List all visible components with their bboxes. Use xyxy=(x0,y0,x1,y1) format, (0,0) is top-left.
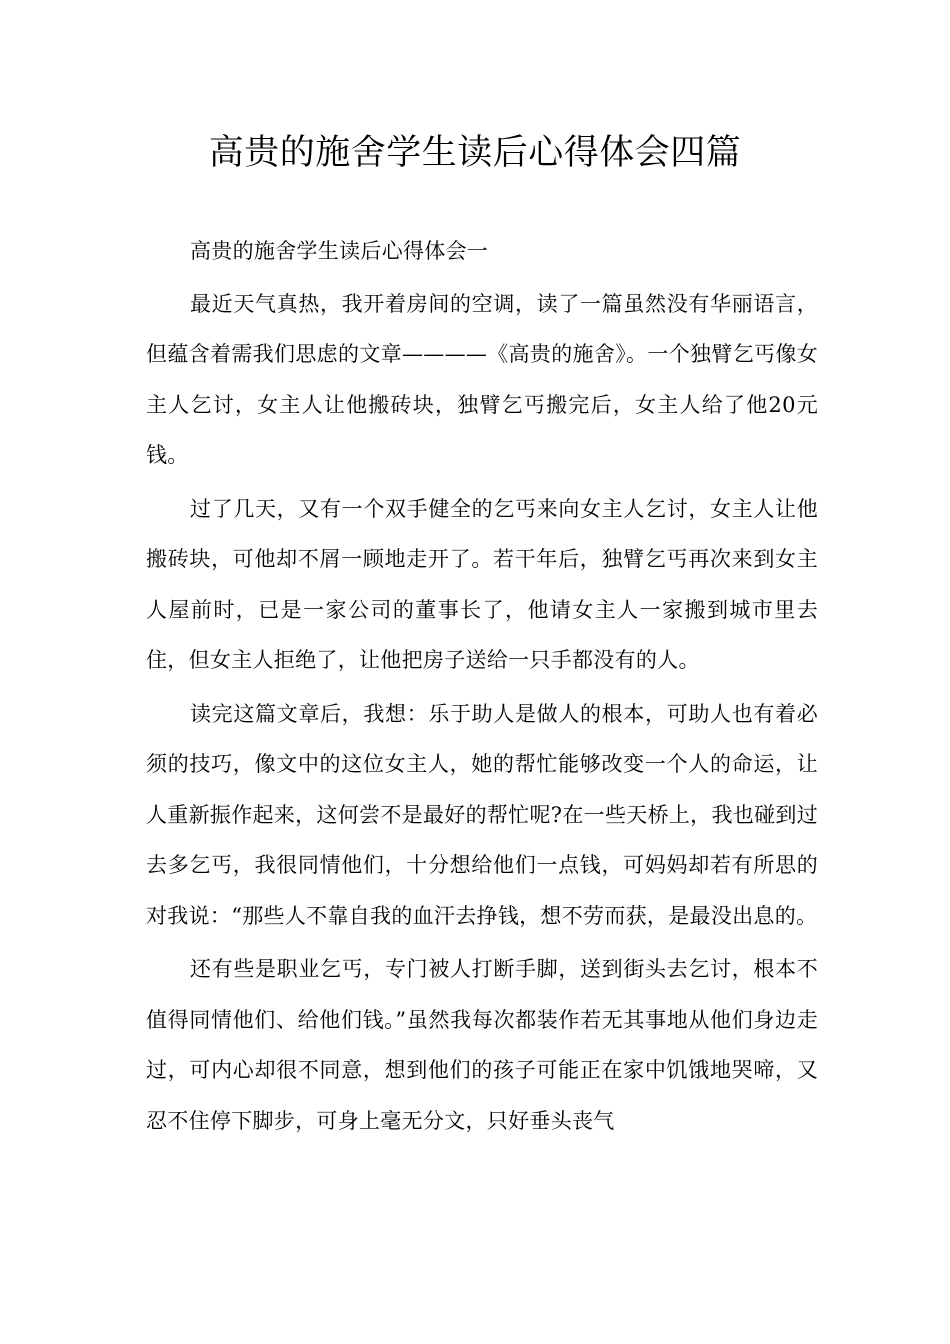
paragraph: 过了几天，又有一个双手健全的乞丐来向女主人乞讨，女主人让他搬砖块，可他却不屑一顾地走开了。若干年后，独臂乞丐再次来到女主人屋前时，已是一家公司的董事长了，他请女主人一家搬到城市里去住，但女主人拒绝了，让他把房子送给一只手都没有的人。 xyxy=(146,496,818,672)
paragraph: 还有些是职业乞丐，专门被人打断手脚，送到街头去乞讨，根本不值得同情他们、给他们钱。”虽然我每次都装作若无其事地从他们身边走过，可内心却很不同意，想到他们的孩子可能正在家中饥饿地哭啼，又忍不住停下脚步，可身上毫无分文，只好垂头丧气 xyxy=(146,957,818,1133)
paragraph: 读完这篇文章后，我想：乐于助人是做人的根本，可助人也有着必须的技巧，像文中的这位女主人，她的帮忙能够改变一个人的命运，让人重新振作起来，这何尝不是最好的帮忙呢?在一些天桥上，我也碰到过去多乞丐，我很同情他们，十分想给他们一点钱，可妈妈却若有所思的对我说：“那些人不靠自我的血汗去挣钱，想不劳而获，是最没出息的。 xyxy=(146,701,818,928)
section-heading: 高贵的施舍学生读后心得体会一 xyxy=(190,239,489,263)
document-title: 高贵的施舍学生读后心得体会四篇 xyxy=(208,133,742,173)
paragraph: 最近天气真热，我开着房间的空调，读了一篇虽然没有华丽语言，但蕴含着需我们思虑的文章————《高贵的施舍》。一个独臂乞丐像女主人乞讨，女主人让他搬砖块，独臂乞丐搬完后，女主人给了他20元钱。 xyxy=(146,291,818,467)
document-body xyxy=(146,226,818,1149)
